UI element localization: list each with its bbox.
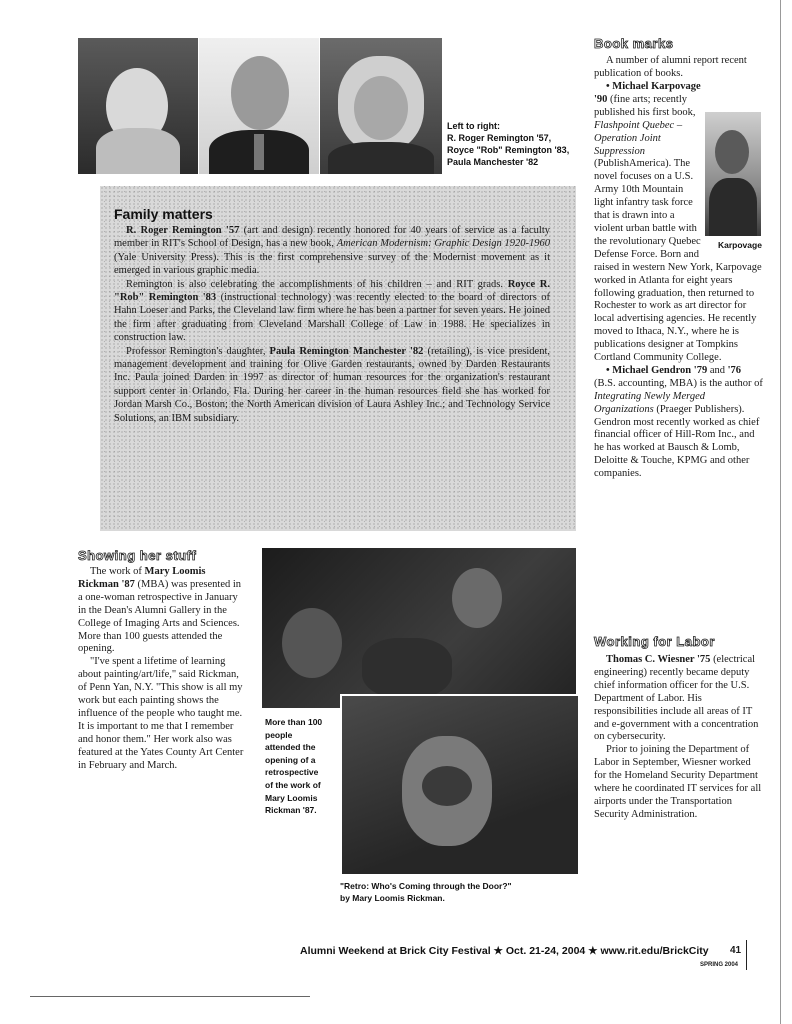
- gendron-paragraph: [594, 365, 764, 481]
- text-run: (PublishAmerica). The novel focuses on a U.S. Army 10th Mountain light infantry task force that is drawn into a violent urban battle with the revolutionary Quebec Defense Force. Born and raised in western New York, Karpovage worked in Atlanta for eight years following graduation, then returned to Rochester to work as art director for local advertising agencies. He recently moved to Ithaca, N.Y., where he is publications designer at Tompkins Cortland Community College.: [594, 158, 762, 364]
- gallery-side-caption: More than 100 people attended the opening of a retrospective of the work of Mary Loomis Rickman '87.: [265, 717, 323, 816]
- caption-line: R. Roger Remington '57,: [447, 133, 552, 143]
- working-body: [594, 654, 764, 822]
- photo-rob-remington: [199, 38, 319, 174]
- family-photo-caption: [447, 120, 577, 168]
- photo-float-spacer: [702, 81, 764, 249]
- showing-paragraph-2: "I've spent a lifetime of learning about painting/art/life," said Rickman, of Penn Yan, N.Y. "This show is all my work but each painting shows the influence of the people who taught me. It is important to me that I remember and honor them." Her work also was featured at the Yates County Art Center in February and March.: [78, 656, 244, 771]
- photo-gallery-opening: [262, 548, 576, 708]
- family-paragraph-1: [114, 224, 550, 278]
- text-run: Professor Remington's daughter,: [126, 345, 270, 357]
- text-run: (B.S. accounting, MBA) is the author of: [594, 377, 763, 389]
- family-paragraph-3: [114, 345, 550, 425]
- book-title: Integrating Newly Merged Organizations: [594, 390, 706, 415]
- family-paragraph-2: [114, 278, 550, 345]
- book-marks-intro: [594, 55, 764, 81]
- working-heading: Working for Labor: [594, 634, 715, 649]
- person-name: R. Roger Remington '57: [126, 225, 240, 236]
- family-matters-heading: Family matters: [114, 206, 213, 222]
- book-title: American Modernism: Graphic Design 1920-1960: [336, 238, 551, 250]
- season-label: SPRING 2004: [700, 962, 739, 968]
- scan-edge-line: [780, 0, 781, 1024]
- scan-artifact-line: [30, 996, 310, 997]
- page-number: 41: [730, 945, 742, 956]
- caption-line: Royce "Rob" Remington '83,: [447, 145, 570, 155]
- showing-paragraph-1: [78, 566, 248, 656]
- footer-divider: [746, 940, 747, 970]
- text-run: (art and design) recently honored for 40 years of service as a faculty member in RIT's School of Design, has a new book,: [114, 225, 551, 250]
- text-run: The work of: [90, 566, 145, 577]
- photo-roger-remington: [78, 38, 198, 174]
- book-title: Flashpoint Quebec – Operation Joint Suppression: [594, 119, 683, 157]
- text-run: (instructional technology) was recently elected to the board of directors of Hahn Loeser and Parks, the Cleveland law firm where he has been a partner for seven years. He joined the firm after graduating from Cleveland Marshall College of Law in 1988. He specializes in construction law.: [114, 292, 550, 344]
- person-name: Paula Remington Manchester '82: [269, 345, 424, 357]
- footer-line: Alumni Weekend at Brick City Festival ★ Oct. 21-24, 2004 ★ www.rit.edu/BrickCity: [300, 945, 709, 957]
- photo-retro-painting: [340, 694, 580, 876]
- showing-body: [78, 566, 248, 773]
- person-name: Thomas C. Wiesner '75: [606, 654, 711, 665]
- karpovage-caption: Karpovage: [718, 240, 762, 250]
- text-run: (retailing), is vice president, management development and training for Olive Garden restaurants, owned by Darden Restaurants Inc. Paula joined Darden in 1997 as director of human resources for the organization's restaurant support center in Orlando, Fla. During her career in the human resources field she has worked for Jordan Marsh Co., Boston; the North American division of Laura Ashley Inc.; and Technology Service Solutions, an IBM subsidiary.: [114, 345, 550, 424]
- person-name: '76: [727, 364, 742, 376]
- person-name: Mary Loomis Rickman '87: [78, 566, 206, 590]
- caption-line: "Retro: Who's Coming through the Door?": [340, 881, 512, 891]
- working-paragraph-1: [594, 654, 764, 744]
- caption-line: Left to right:: [447, 121, 500, 131]
- photo-paula-manchester: [320, 38, 442, 174]
- caption-line: by Mary Loomis Rickman.: [340, 893, 445, 903]
- text-run: (Yale University Press). This is the first comprehensive survey of the Modernist movement as it emerged in various graphic media.: [114, 251, 550, 277]
- book-marks-karpovage: [594, 81, 764, 481]
- text-run: and: [707, 364, 728, 376]
- karpovage-paragraph: [594, 81, 764, 365]
- text-run: (MBA) was presented in a one-woman retrospective in January in the Dean's Alumni Gallery in the College of Imaging Arts and Sciences. More than 100 guests attended the opening.: [78, 578, 242, 655]
- text-run: (Praeger Publishers). Gendron most recently worked as chief financial officer of Hill-Rom Inc., and he has worked at Bausch & Lomb, Deloitte & Touche, KPMG and other companies.: [594, 403, 760, 480]
- book-marks-heading: Book marks: [594, 36, 674, 51]
- person-name: • Michael Gendron '79: [606, 364, 708, 376]
- painting-caption: [340, 880, 576, 904]
- text-run: Remington is also celebrating the accomplishments of his children – and RIT grads.: [126, 278, 508, 290]
- person-name: • Michael Karpovage '90: [594, 81, 701, 105]
- caption-line: Paula Manchester '82: [447, 157, 539, 167]
- text-run: (fine arts; recently published his first book,: [594, 93, 696, 118]
- text-run: (electrical engineering) recently became deputy chief information officer for the U.S. Department of Labor. His responsibilities include all areas of IT and e-government with a concentration on cybersecurity.: [594, 654, 759, 743]
- working-paragraph-2: Prior to joining the Department of Labor in September, Wiesner worked for the Homeland Security Department where he coordinated IT services for all airports under the Transportation Security Administration.: [594, 744, 762, 820]
- showing-heading: Showing her stuff: [78, 548, 197, 563]
- family-matters-body: [114, 224, 550, 425]
- book-marks-intro-text: A number of alumni report recent publication of books.: [594, 55, 747, 79]
- person-name: Royce R. "Rob" Remington '83: [114, 278, 550, 304]
